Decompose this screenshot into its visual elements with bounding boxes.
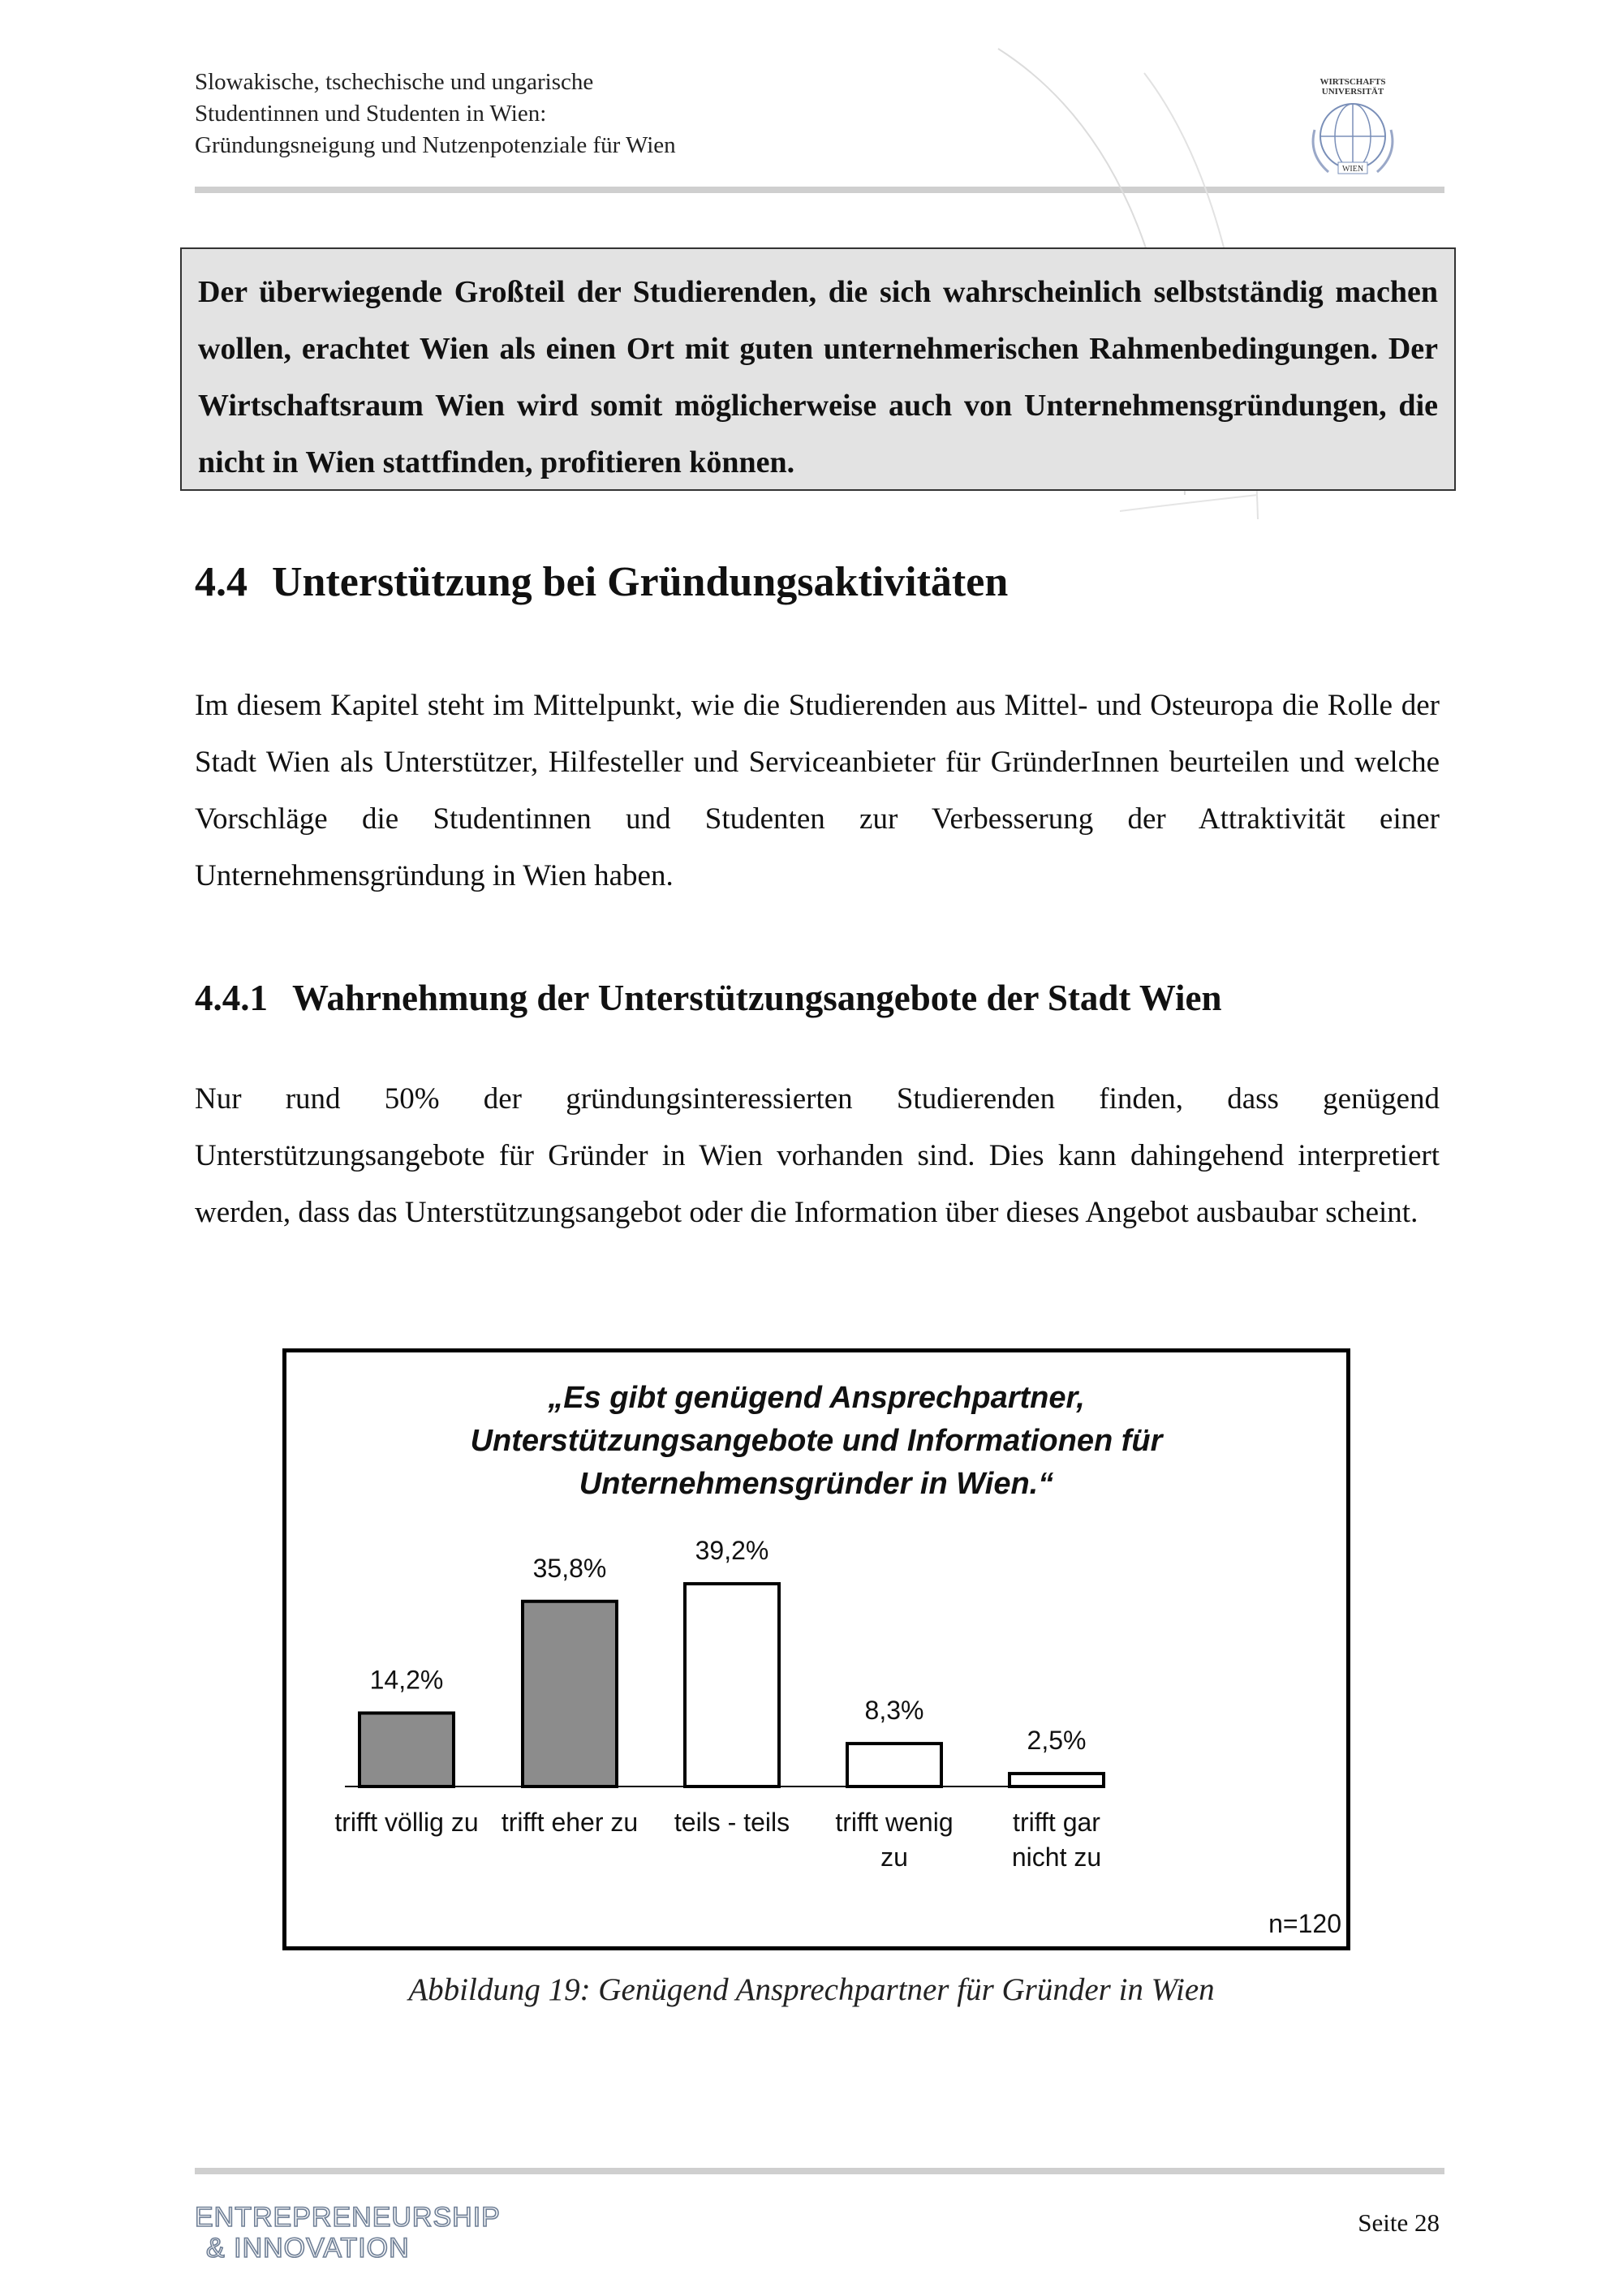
bar [359, 1713, 454, 1786]
header-line: Slowakische, tschechische und ungarische [195, 69, 594, 95]
page-number: Seite 28 [1358, 2208, 1440, 2237]
category-label: teils - teils [674, 1808, 790, 1837]
data-label: 14,2% [369, 1665, 444, 1695]
data-label: 2,5% [1027, 1726, 1087, 1756]
figure-caption: Abbildung 19: Genügend Ansprechpartner für Gründer in Wien [408, 1972, 1215, 2007]
logo-text-line1: WIRTSCHAFTS [1319, 77, 1386, 87]
bar [847, 1743, 941, 1786]
category-label: trifft wenig [835, 1808, 954, 1837]
footer-logo-line1: ENTREPRENEURSHIP [195, 2202, 501, 2233]
university-logo-icon [1300, 73, 1406, 187]
footer-logo-line2: & INNOVATION [206, 2233, 410, 2264]
bar [1010, 1774, 1104, 1786]
subsection-paragraph: Nur rund 50% der gründungsinteressierten Studierenden finden, dass genügend Unterstützungsangebote für Gründer in Wien vorhanden sind. Dies kann dahingehend interpretiert werden, dass das Unterstützungsangebot oder die Information über dieses Angebot ausbaubar scheint. [195, 1082, 1440, 1229]
logo-text-line2: UNIVERSITÄT [1321, 87, 1384, 97]
header-line: Gründungsneigung und Nutzenpotenziale für Wien [195, 132, 676, 158]
bar-chart [286, 1352, 1346, 1946]
chart-title-line: „Es gibt genügend Ansprechpartner, [548, 1381, 1085, 1415]
data-label: 35,8% [532, 1553, 607, 1583]
header-line: Studentinnen und Studenten in Wien: [195, 101, 547, 127]
section-title: Unterstützung bei Gründungsaktivitäten [272, 559, 1009, 605]
section-paragraph: Im diesem Kapitel steht im Mittelpunkt, wie die Studierenden aus Mittel- und Osteuropa die Rolle der Stadt Wien als Unterstützer, Hilfesteller und Serviceanbieter für GründerInnen beurteilen und welche Vorschläge die Studentinnen und Studenten zur Verbesserung der Attraktivität einer Unternehmensgründung in Wien haben. [195, 689, 1440, 892]
chart-title-line: Unternehmensgründer in Wien.“ [579, 1467, 1054, 1501]
data-label: 39,2% [695, 1536, 769, 1566]
section-number: 4.4 [195, 559, 248, 605]
category-label: nicht zu [1011, 1842, 1102, 1872]
category-label: trifft eher zu [501, 1808, 639, 1837]
data-label: 8,3% [864, 1696, 924, 1726]
category-label: zu [880, 1842, 908, 1872]
category-label: trifft gar [1013, 1808, 1100, 1837]
subsection-heading [195, 977, 1222, 1019]
footer-divider [195, 2168, 1444, 2174]
figure-chart [282, 1348, 1350, 1950]
category-label: trifft völlig zu [334, 1808, 479, 1837]
section-heading [195, 558, 1008, 606]
summary-text: Der überwiegende Großteil der Studierenden, die sich wahrscheinlich selbstständig machen wollen, erachtet Wien als einen Ort mit guten unternehmerischen Rahmenbedingungen. Der Wirtschaftsraum Wien wird somit möglicherweise auch von Unternehmensgründungen, die nicht in Wien stattfinden, profitieren können. [198, 275, 1438, 479]
subsection-number: 4.4.1 [195, 978, 268, 1018]
sample-size-note: n=120 [1268, 1909, 1341, 1938]
bar [523, 1602, 617, 1786]
subsection-title: Wahrnehmung der Unterstützungsangebote der Stadt Wien [292, 978, 1222, 1018]
logo-text-line3: WIEN [1341, 165, 1364, 174]
summary-box [180, 247, 1456, 491]
entrepreneurship-logo-icon [195, 2200, 519, 2265]
chart-title-line: Unterstützungsangebote und Informationen für [470, 1424, 1163, 1458]
bar [685, 1584, 779, 1786]
